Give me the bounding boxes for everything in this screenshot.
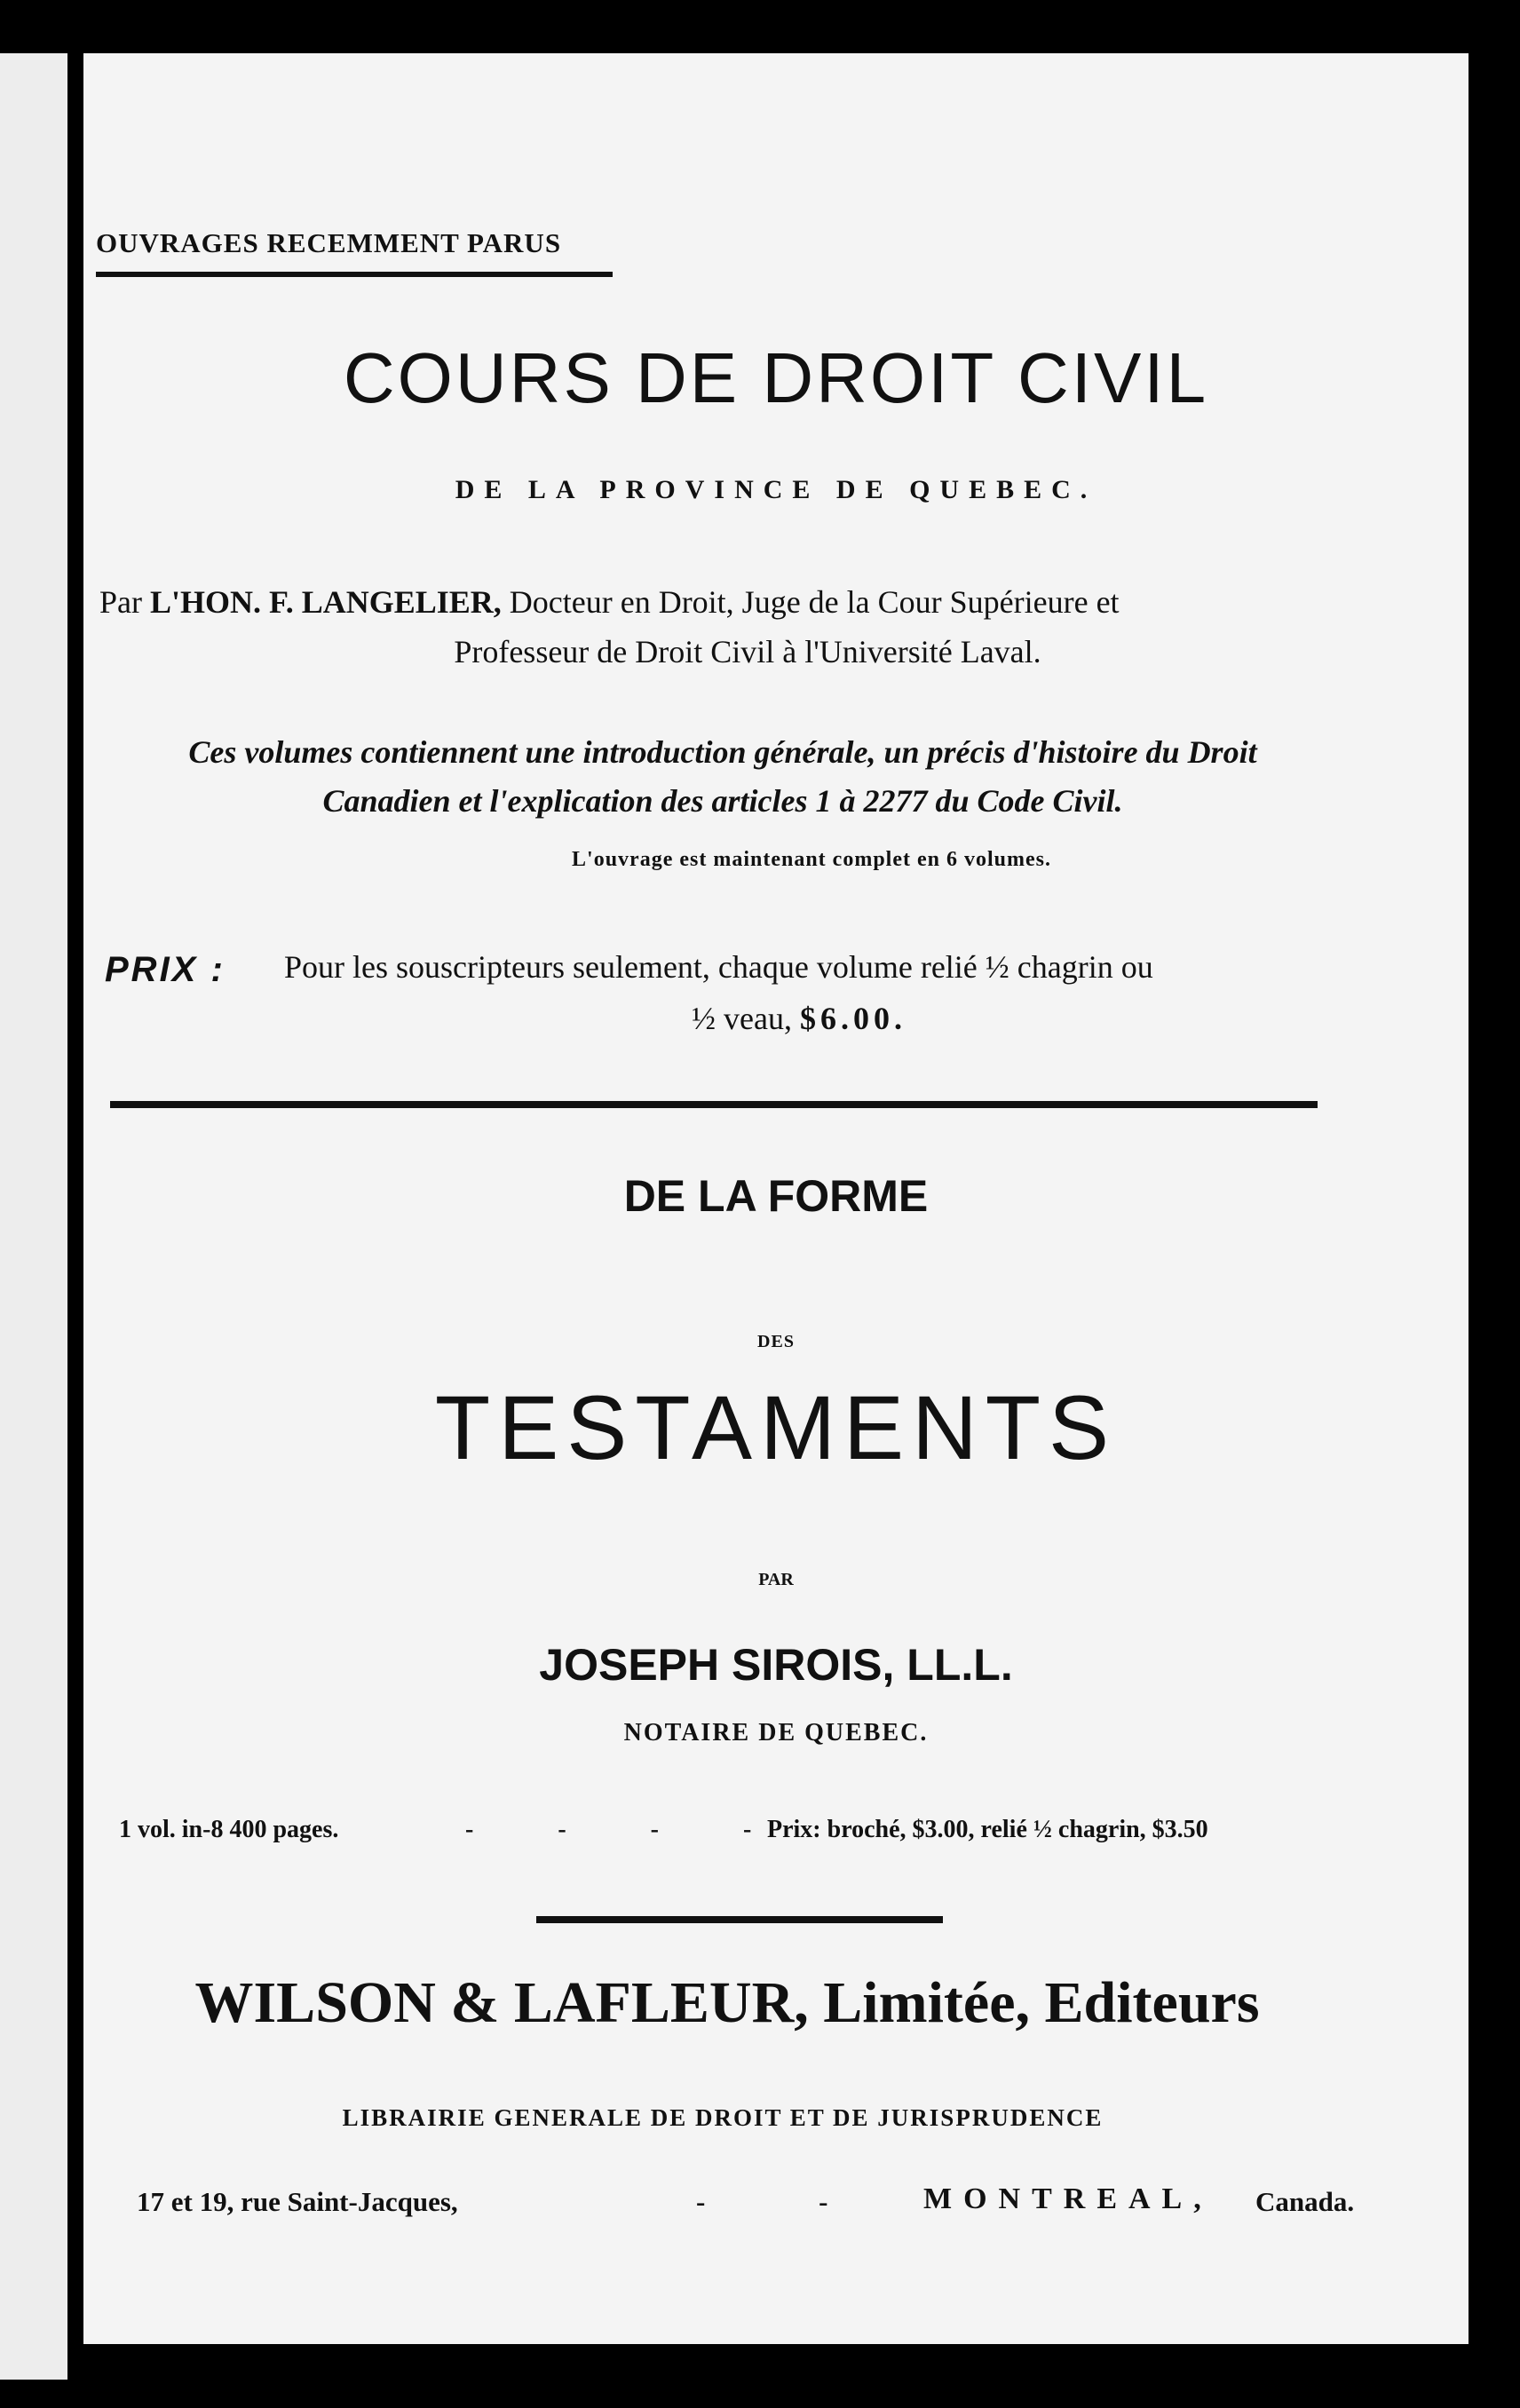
book2-title-main: TESTAMENTS [434,1377,1118,1478]
book2-title-des: DES [757,1332,795,1351]
book1-author [99,577,1342,677]
publisher-subtitle: LIBRAIRIE GENERALE DE DROIT ET DE JURISPRUDENCE [342,2104,1104,2131]
book2-author: JOSEPH SIROIS, LL.L. [539,1640,1013,1690]
author-name: L'HON. F. LANGELIER, [150,584,502,620]
book1-complete-note: L'ouvrage est maintenant complet en 6 volumes. [572,848,1051,871]
book2-author-role: NOTAIRE DE QUEBEC. [623,1719,929,1747]
book1-price-label: PRIX : [105,950,226,989]
document-page [83,53,1469,2344]
price-amount: $6.00. [799,1001,906,1036]
address-leader-dots: - - [696,2186,882,2217]
price-line-1: Pour les souscripteurs seulement, chaque volume relié ½ chagrin ou [284,949,1153,985]
publisher-city: MONTREAL, [923,2182,1213,2215]
section-divider [110,1101,1318,1108]
publisher-name: WILSON & LAFLEUR, Limitée, Editeurs [194,1970,1260,2035]
adjacent-page-edge [0,53,67,2380]
author-prefix: Par [99,584,150,620]
book2-volume-info: 1 vol. in-8 400 pages. [119,1816,339,1843]
book1-description [101,728,1344,826]
publisher-divider [536,1916,943,1923]
author-credentials: Docteur en Droit, Juge de la Cour Supérieure et [501,584,1120,620]
price-line-2 [284,993,1421,1044]
publisher-address: 17 et 19, rue Saint-Jacques, [137,2186,458,2217]
book2-price: Prix: broché, $3.00, relié ½ chagrin, $3.50 [767,1816,1208,1843]
header-label: OUVRAGES RECEMMENT PARUS [96,227,562,258]
book2-par: PAR [758,1570,794,1589]
publisher-country: Canada. [1255,2186,1355,2217]
description-line-1: Ces volumes contiennent une introduction générale, un précis d'histoire du Droit [188,734,1257,770]
author-line-2: Professeur de Droit Civil à l'Université Laval. [454,634,1041,669]
binding-shadow [67,53,83,2380]
header-rule [96,272,613,277]
book2-title-top: DE LA FORME [623,1171,929,1221]
book1-price-text [284,941,1421,1044]
book1-subtitle: DE LA PROVINCE DE QUEBEC. [455,475,1097,504]
price-line-2-prefix: ½ veau, [692,1001,800,1036]
book1-title: COURS DE DROIT CIVIL [343,338,1209,417]
description-line-2: Canadien et l'explication des articles 1 à 2277 du Code Civil. [322,783,1123,819]
book2-leader-dots: - - - - [465,1816,791,1843]
